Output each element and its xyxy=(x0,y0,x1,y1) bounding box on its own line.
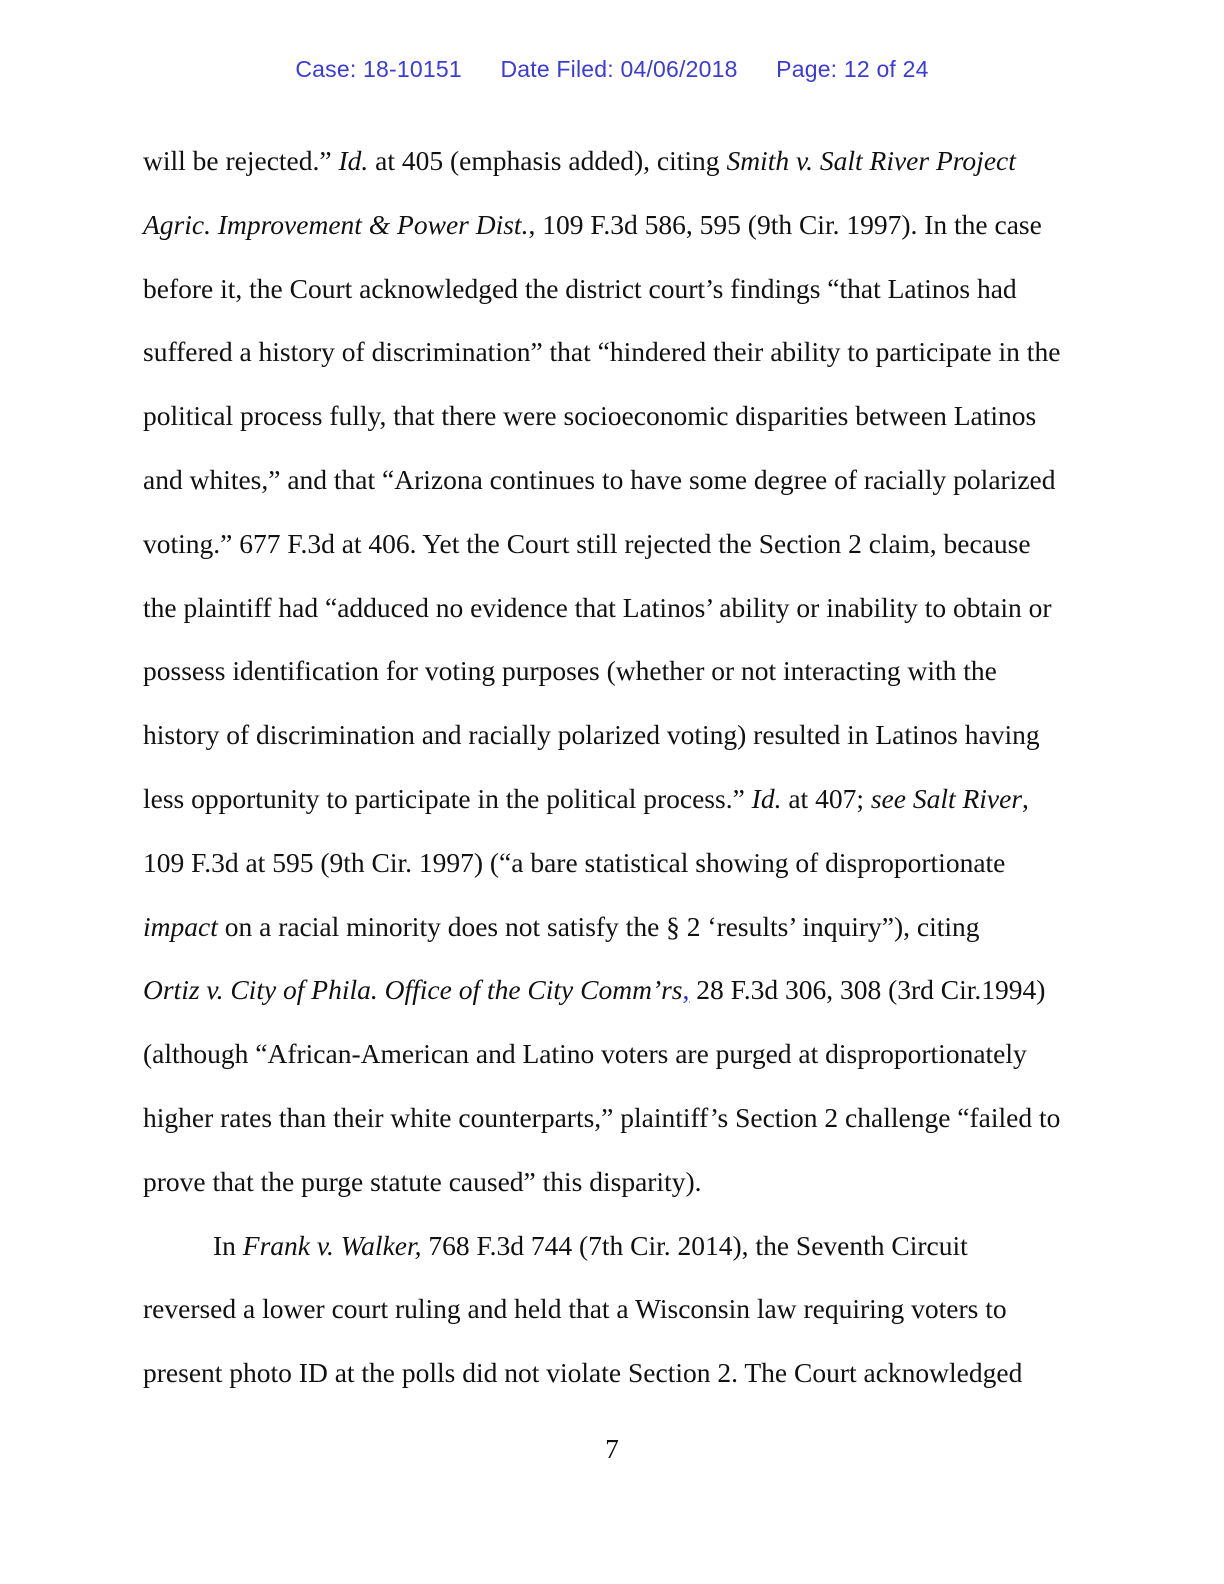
text-segment: the plaintiff had “adduced no evidence that Latinos’ ability or inability to obtain or xyxy=(143,591,1052,623)
text-segment: , 109 F.3d 586, 595 (9th Cir. 1997). In the case xyxy=(528,208,1042,240)
text-segment: at 407; xyxy=(781,783,871,814)
page-indicator: Page: 12 of 24 xyxy=(776,56,929,82)
italic-text: Smith v. Salt River Project xyxy=(726,145,1016,176)
italic-text: impact xyxy=(143,910,218,942)
text-line xyxy=(143,528,1031,560)
text-segment: present photo ID at the polls did not violate Section 2. The Court acknowledged xyxy=(143,1357,1023,1389)
text-segment: 28 F.3d 306, 308 (3rd Cir.1994) xyxy=(689,974,1046,1006)
text-line xyxy=(143,592,1052,624)
text-segment: voting.” 677 F.3d at 406. Yet the Court still rejected the Section 2 claim, because xyxy=(143,527,1031,559)
text-segment: and whites,” and that “Arizona continues to have some degree of racially polarized xyxy=(143,464,1056,495)
text-segment: reversed a lower court ruling and held that a Wisconsin law requiring voters to xyxy=(143,1293,1007,1325)
text-line xyxy=(213,1230,968,1262)
text-segment: possess identification for voting purposes (whether or not interacting with the xyxy=(143,655,997,687)
text-line xyxy=(143,273,1017,305)
text-line xyxy=(143,847,1005,879)
date-filed: Date Filed: 04/06/2018 xyxy=(500,56,738,82)
text-line xyxy=(143,209,1042,241)
text-segment: history of discrimination and racially polarized voting) resulted in Latinos having xyxy=(143,719,1040,751)
text-line xyxy=(143,974,1045,1006)
text-segment: on a racial minority does not satisfy the § 2 ‘results’ inquiry”), citing xyxy=(217,910,980,942)
text-segment: political process fully, that there were socioeconomic disparities between Latinos xyxy=(143,400,1037,432)
text-segment: suffered a history of discrimination” that “hindered their ability to participate in the xyxy=(143,336,1061,368)
italic-text: Id. xyxy=(751,783,782,814)
text-segment: (although “African-American and Latino voters are purged at disproportionately xyxy=(143,1038,1027,1070)
text-segment: will be rejected.” xyxy=(143,145,339,176)
text-line xyxy=(143,1102,1060,1134)
text-segment: prove that the purge statute caused” this disparity). xyxy=(143,1165,702,1197)
text-line xyxy=(143,719,1040,751)
italic-text: see Salt River xyxy=(870,783,1023,814)
text-line xyxy=(143,336,1060,368)
text-line xyxy=(143,400,1036,432)
case-number: Case: 18-10151 xyxy=(295,56,462,82)
text-segment: less opportunity to participate in the political process.” xyxy=(143,783,752,814)
italic-text: Frank v. Walker, xyxy=(242,1229,422,1261)
text-segment: before it, the Court acknowledged the district court’s findings “that Latinos had xyxy=(143,272,1017,304)
filing-header xyxy=(0,56,1224,83)
text-segment: higher rates than their white counterparts,” plaintiff’s Section 2 challenge “failed to xyxy=(143,1102,1061,1133)
text-line xyxy=(143,464,1055,496)
italic-text: Id. xyxy=(338,145,369,176)
italic-text: Ortiz v. City of Phila. Office of the City Comm’rs xyxy=(143,974,683,1006)
text-line xyxy=(143,911,980,943)
text-segment: at 405 (emphasis added), citing xyxy=(368,145,727,176)
italic-text: Agric. Improvement & Power Dist. xyxy=(143,208,529,240)
text-line xyxy=(143,783,1029,815)
page-number: 7 xyxy=(605,1433,619,1464)
citation-link[interactable]: , xyxy=(682,974,690,1006)
text-segment: In xyxy=(213,1229,243,1261)
text-line xyxy=(143,1038,1027,1070)
text-segment: 768 F.3d 744 (7th Cir. 2014), the Seventh Circuit xyxy=(421,1229,968,1261)
text-segment: 109 F.3d at 595 (9th Cir. 1997) (“a bare statistical showing of disproportionate xyxy=(143,846,1006,878)
text-line xyxy=(143,1357,1022,1389)
text-segment: , xyxy=(1022,783,1029,814)
text-line xyxy=(143,1166,702,1198)
text-line xyxy=(143,145,1016,177)
text-line xyxy=(143,1293,1007,1325)
text-line xyxy=(143,655,997,687)
